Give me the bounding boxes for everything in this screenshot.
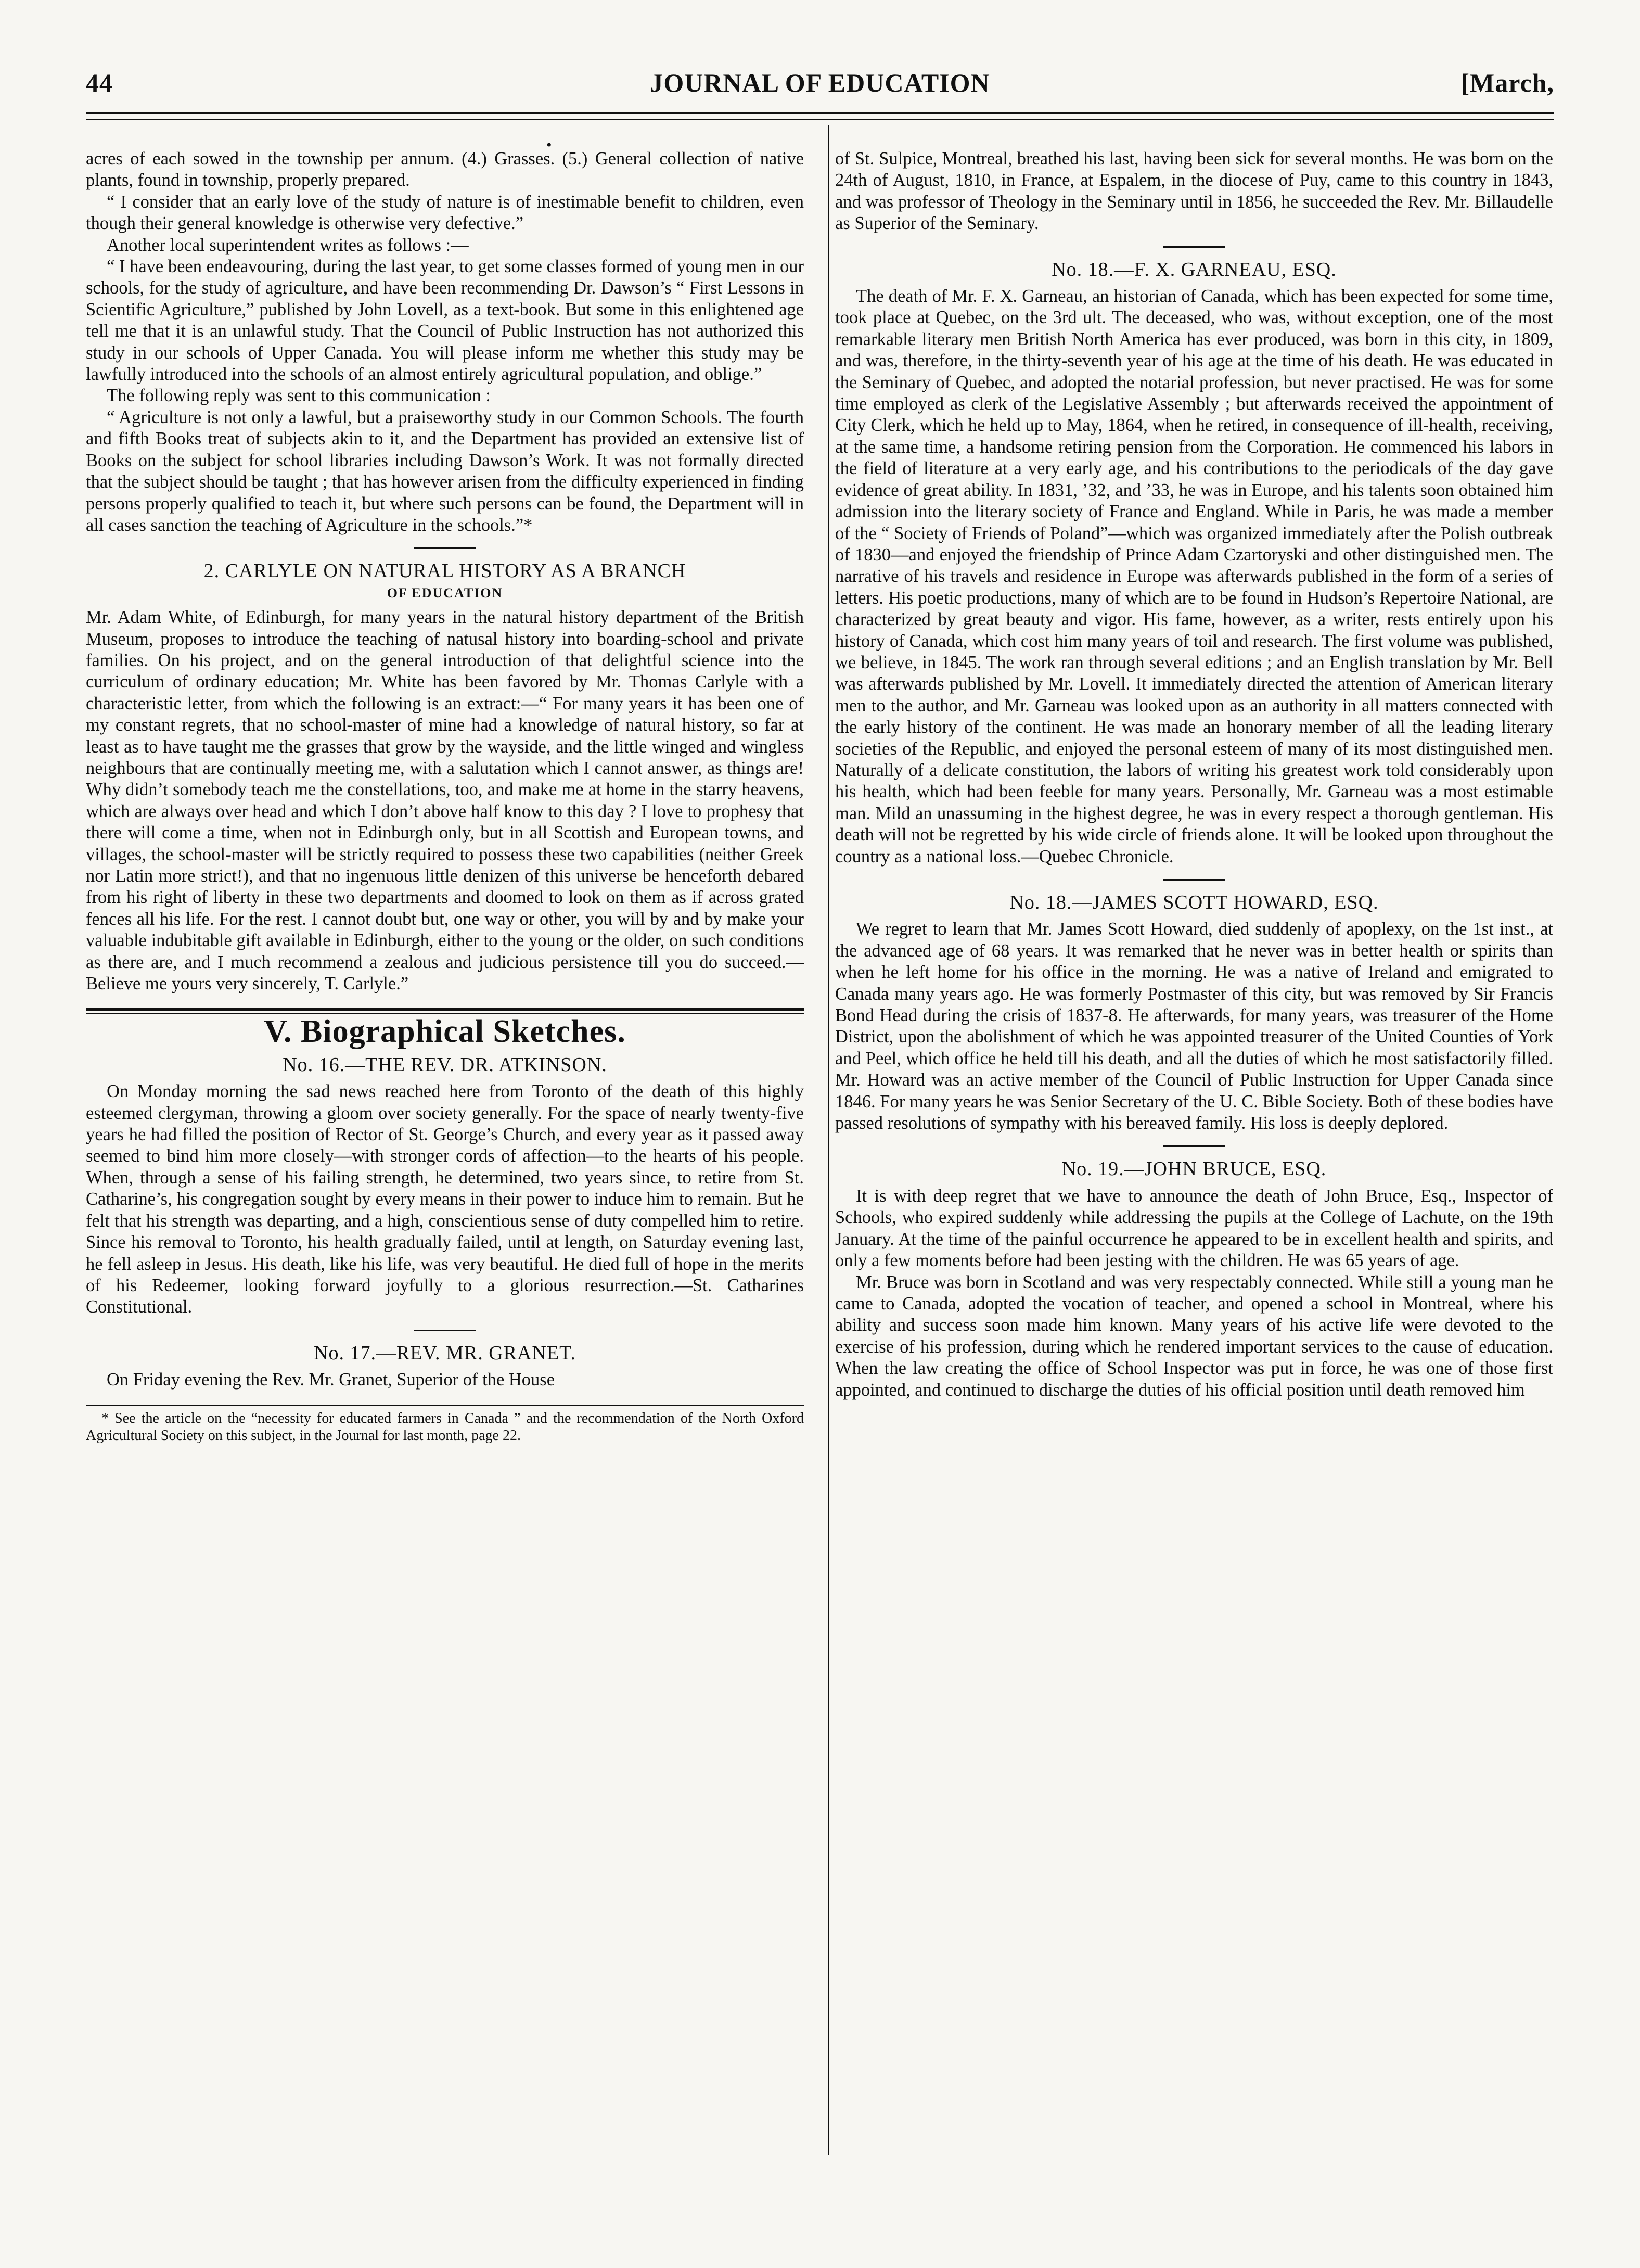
section-divider [414,547,476,549]
sketch-heading: No. 17.—REV. MR. GRANET. [314,1342,576,1364]
paragraph: “ I have been endeavouring, during the last year, to get some classes formed of young men in our schools, for the study of agriculture, and have been recommending Dr. Dawson’s “ First Lessons in Scientific Agriculture,” published by John Lovell, as a text-book. But some in this enlightened age tell me that it is an unlawful study. That the Council of Public Instruction has not authorized this study in our schools of Upper Canada. You will please inform me whether this study may be lawfully introduced into the schools of an almost entirely agricultural population, and oblige.” [86,257,804,385]
paragraph: “ I consider that an early love of the study of nature is of inestimable benefit to children, even though their general knowledge is otherwise very defective.” [86,192,804,234]
banner-rule [86,1008,804,1011]
footnote-rule [86,1405,804,1406]
sketch-body: On Friday evening the Rev. Mr. Granet, Superior of the House [107,1370,555,1390]
column-divider [828,125,829,2155]
header-rule-thin [86,119,1554,120]
section-divider [414,1330,476,1331]
sketch-body: We regret to learn that Mr. James Scott Howard, died suddenly of apoplexy, on the 1st inst., at the advanced age of 68 years. It was remarked that he never was in better health or spirits than when he left home for his office in the morning. He was a native of Ireland and emigrated to Canada many years ago. He was formerly Postmaster of this city, but was removed by Sir Francis Bond Head during the crisis of 1837-8. He afterwards, for many years, was treasurer of the Home District, upon the abolishment of which he was appointed treasurer of the United Counties of York and Peel, which office he held till his death, and all the duties of which he most satisfactorily filled. Mr. Howard was an active member of the Council of Public Instruction for Upper Canada since 1846. For many years he was Senior Secretary of the U. C. Bible Society. Both of these bodies have passed resolutions of sympathy with his bereaved family. His loss is deeply deplored. [835,919,1553,1133]
ornament-dot: • [546,136,552,154]
sketch-heading: No. 16.—THE REV. DR. ATKINSON. [283,1053,607,1076]
sketch-body: On Monday morning the sad news reached here from Toronto of the death of this highly esteemed clergyman, throwing a gloom over society generally. For the space of nearly twenty-five years he had filled the position of Rector of St. George’s Church, and every year as it passed away seemed to bind him more closely—with stronger cords of affection—to the hearts of his people. When, through a sense of his failing strength, he determined, two years since, to retire from St. Catharine’s, his congregation sought by every means in their power to induce him to remain. But he felt that his strength was departing, and a high, conscientious sense of duty compelled him to retire. Since his removal to Toronto, his health gradually failed, until at length, on Saturday evening last, he fell asleep in Jesus. His death, like his life, was very beautiful. He died full of hope in the merits of his Redeemer, looking forward joyfully to a glorious resurrection.—St. Catharines Constitutional. [86,1081,804,1317]
article-subtitle: OF EDUCATION [387,585,503,601]
paragraph: acres of each sowed in the township per annum. (4.) Grasses. (5.) General collection of native plants, found in township, properly prepared. [86,149,804,190]
article-title: 2. CARLYLE ON NATURAL HISTORY AS A BRANCH [203,560,686,582]
page-header [86,68,1554,104]
sketch-body: Mr. Bruce was born in Scotland and was very respectably connected. While still a young man he came to Canada, adopted the vocation of teacher, and opened a school in Montreal, where his ability and success soon made him known. Many years of his active life were devoted to the exercise of his profession, during which he rendered important services to the cause of education. When the law creating the office of School Inspector was put in force, he was one of those first appointed, and continued to discharge the duties of his official position until death removed him [835,1272,1553,1400]
header-rule [86,112,1554,114]
sketch-body: It is with deep regret that we have to announce the death of John Bruce, Esq., Inspector of Schools, who expired suddenly while addressing the pupils at the College of Lachute, on the 19th January. At the time of the painful occurrence he appeared to be in excellent health and spirits, and only a few moments before had been jesting with the children. He was 65 years of age. [835,1186,1553,1271]
sketch-heading: No. 19.—JOHN BRUCE, ESQ. [1061,1158,1327,1180]
section-divider [1163,879,1225,881]
article-body: Mr. Adam White, of Edinburgh, for many years in the natural history department of the British Museum, proposes to introduce the teaching of natusal history into boarding-school and private families. On his project, and on the general introduction of that delightful science into the curriculum of ordinary education; Mr. White has been favored by Mr. Thomas Carlyle with a characteristic letter, from which the following is an extract:—“ For many years it has been one of my constant regrets, that no school-master of mine had a knowledge of natural history, so far at least as to have taught me the grasses that grow by the wayside, and the little winged and wingless neighbours that are continually meeting me, with a salutation which I cannot answer, as things are! Why didn’t somebody teach me the constellations, too, and make me at home in the starry heavens, which are always over head and which I don’t above half know to this day ? I love to prophesy that there will come a time, when not in Edinburgh only, but in all Scottish and European towns, and villages, the school-master will be strictly required to possess these two capabilities (neither Greek nor Latin more strict!), and that no ingenuous little denizen of this universe be henceforth debared from his right of liberty in these two departments and doomed to look on them as if across grated fences all his life. For the rest. I cannot doubt but, one way or other, you will by and by make your valuable indubitable gift available in Edinburgh, either to the young or the older, on such conditions as there are, and I much recommend a zealous and judicious persistence till you do succeed.—Believe me yours very sincerely, T. Carlyle.” [86,607,804,994]
issue-month: [March, [1460,68,1554,97]
journal-title: JOURNAL OF EDUCATION [650,68,990,97]
paragraph: “ Agriculture is not only a lawful, but a praiseworthy study in our Common Schools. The fourth and fifth Books treat of subjects akin to it, and the Department has provided an extensive list of Books on the subject for school libraries including Dawson’s Work. It was not formally directed that the subject should be taught ; that has however arisen from the difficulty experienced in finding persons properly qualified to teach it, but where such persons can be found, the Department will in all cases sanction the teaching of Agriculture in the schools.”* [86,407,804,535]
paragraph: of St. Sulpice, Montreal, breathed his last, having been sick for several months. He was born on the 24th of August, 1810, in France, at Espalem, in the diocese of Puy, came to this country in 1843, and was professor of Theology in the Seminary until in 1856, he succeeded the Rev. Mr. Billaudelle as Superior of the Seminary. [835,149,1553,234]
sketch-heading: No. 18.—F. X. GARNEAU, ESQ. [1052,258,1337,281]
section-divider [1163,1145,1225,1147]
left-column [86,148,804,1444]
footnote: * See the article on the “necessity for educated farmers in Canada ” and the recommendation of the North Oxford Agricultural Society on this subject, in the Journal for last month, page 22. [86,1410,804,1444]
section-banner: V. Biographical Sketches. [264,1014,626,1050]
paragraph: The following reply was sent to this communication : [107,386,491,406]
page-number: 44 [86,68,113,97]
sketch-body: The death of Mr. F. X. Garneau, an historian of Canada, which has been expected for some time, took place at Quebec, on the 3rd ult. The deceased, who was, without exception, one of the most remarkable literary men British North America has ever produced, was born in this city, in 1809, and was, therefore, in the thirty-seventh year of his age at the time of his death. He was educated in the Seminary of Quebec, and adopted the notarial profession, but never practised. He was for some time employed as clerk of the Legislative Assembly ; but afterwards received the appointment of City Clerk, which he held up to May, 1864, when he retired, in consequence of ill-health, receiving, at the same time, a handsome retiring pension from the Corporation. He commenced his labors in the field of literature at a very early age, and his contributions to the periodicals of the day gave evidence of great ability. In 1831, ’32, and ’33, he was in Europe, and his talents soon obtained him admission into the literary society of France and England. While in Paris, he was made a member of the “ Society of Friends of Poland”—which was organized immediately after the Polish outbreak of 1830—and enjoyed the friendship of Prince Adam Czartoryski and other distinguished men. The narrative of his travels and residence in Europe was afterwards published in the form of a series of letters. His poetic productions, many of which are to be found in Hudson’s Repertoire National, are characterized by great beauty and vigor. His fame, however, as a writer, rests entirely upon his history of Canada, which cost him many years of toil and research. The first volume was published, we believe, in 1845. The work ran through several editions ; and an English translation by Mr. Bell was afterwards published by Mr. Lovell. It immediately directed the attention of American literary men to the author, and Mr. Garneau was looked upon as an authority in all matters connected with the early history of the continent. He was made an honorary member of all the leading literary societies of the Republic, and enjoyed the personal esteem of many of its most distinguished men. Naturally of a delicate constitution, the labors of writing his greatest work told considerably upon his health, which had been feeble for many years. Personally, Mr. Garneau was a most estimable man. Mild an unassuming in the highest degree, he was in every respect a thorough gentleman. His death will not be regretted by his wide circle of friends alone. It will be looked upon throughout the country as a national loss.—Quebec Chronicle. [835,286,1553,867]
section-divider [1163,246,1225,248]
paragraph: Another local superintendent writes as follows :— [107,235,469,255]
sketch-heading: No. 18.—JAMES SCOTT HOWARD, ESQ. [1009,891,1379,913]
right-column [835,148,1553,1401]
